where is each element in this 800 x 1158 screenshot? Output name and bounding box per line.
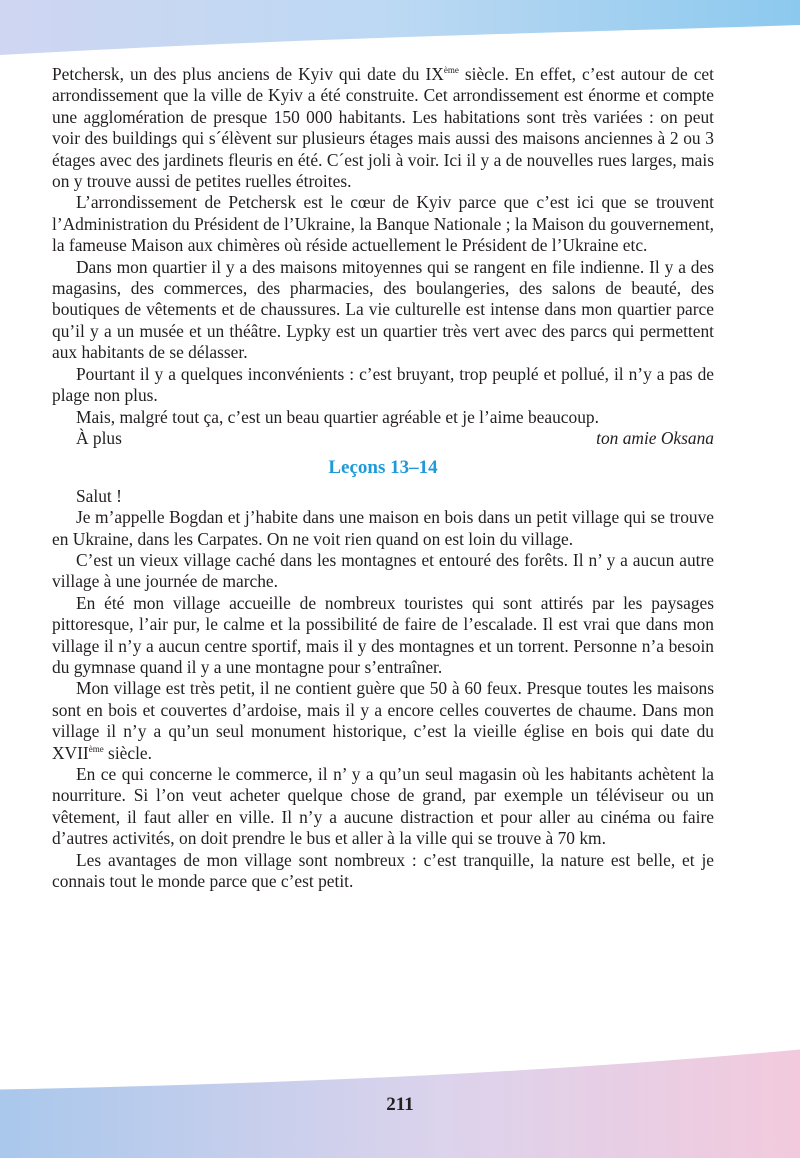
paragraph-quartier: Dans mon quartier il y a des maisons mitoyennes qui se rangent en file indienne. Il y a des magasins, des commerces, des pharmacies, des boulangeries, des salons de beauté, des boutiques de vêtements et de chaussures. La vie culturelle est intense dans mon quartier parce qu’il y a un musée et un théâtre. Lypky est un quartier très vert avec des parcs qui permettent aux habitants de se délasser.: [52, 256, 714, 363]
paragraph-petchersk-intro: Petchersk, un des plus anciens de Kyiv qui date du IXème siècle. En effet, c’est autour de cet arrondissement que la ville de Kyiv a été construite. Cet arrondissement est énorme et compte une agglomération de presque 150 000 habitants. Les habitations sont très variées : on peut voir des buildings qui s´élèvent sur plusieurs étages mais aussi des maisons anciennes à 2 ou 3 étages avec des jardinets fleuris en été. C´est joli à voir. Ici il y a de nouvelles rues larges, mais on y trouve aussi de petites ruelles étroites.: [52, 64, 714, 192]
paragraph-ete-touristes: En été mon village accueille de nombreux touristes qui sont attirés par les paysages pittoresque, l’air pur, le calme et la possibilité de faire de l’escalade. Il est vrai que dans mon village il n’y a aucun centre sportif, mais il y des montagnes et un torrent. Personne n’a besoin du gymnase quand il y a une montagne pour s’entraîner.: [52, 592, 714, 677]
page-number: 211: [386, 1094, 414, 1115]
paragraph-village-petit: Mon village est très petit, il ne contient guère que 50 à 60 feux. Presque toutes les maisons sont en bois et couvertes d’ardoise, mais il y a encore celles couvertes de chaume. Dans mon village il n’y a qu’un seul monument historique, c’est la vieille église en bois qui date du XVIIème siècle.: [52, 678, 714, 763]
signoff-signature: ton amie Oksana: [596, 427, 714, 448]
paragraph-vieux-village: C’est un vieux village caché dans les montagnes et entouré des forêts. Il n’ y a aucun autre village à une journée de marche.: [52, 549, 714, 592]
page-body: [52, 64, 714, 892]
paragraph-petchersk-heart: L’arrondissement de Petchersk est le cœur de Kyiv parce que c’est ici que se trouvent l’Administration du Président de l’Ukraine, la Banque Nationale ; la Maison du gouvernement, la fameuse Maison aux chimères où réside actuellement le Président de l’Ukraine etc.: [52, 192, 714, 256]
lesson-heading: Leçons 13–14: [328, 457, 438, 479]
paragraph-inconvenients: Pourtant il y a quelques inconvénients : c’est bruyant, trop peuplé et pollué, il n’y a pas de plage non plus.: [52, 363, 714, 406]
paragraph-conclusion: Mais, malgré tout ça, c’est un beau quartier agréable et je l’aime beaucoup.: [76, 406, 599, 427]
signoff-greeting: À plus: [76, 427, 122, 448]
top-banner: [0, 0, 800, 70]
superscript-ordinal: ème: [443, 65, 459, 75]
paragraph-commerce: En ce qui concerne le commerce, il n’ y a qu’un seul magasin où les habitants achètent la nourriture. Si l’on veut acheter quelque chose de grand, par exemple un téléviseur ou un vêtement, il faut aller en ville. Il n’y a aucune distraction et pour aller au cinéma ou faire d’autres activités, on doit prendre le bus et aller à la ville qui se trouve à 70 km.: [52, 764, 714, 849]
paragraph-salut: Salut !: [76, 485, 122, 506]
letter-signoff: [52, 428, 714, 449]
paragraph-bogdan-intro: Je m’appelle Bogdan et j’habite dans une maison en bois dans un petit village qui se trouve en Ukraine, dans les Carpates. On ne voit rien quand on est loin du village.: [52, 507, 714, 549]
paragraph-avantages: Les avantages de mon village sont nombreux : c’est tranquille, la nature est belle, et je connais tout le monde parce que c’est petit.: [52, 849, 714, 892]
superscript-ordinal: ème: [88, 743, 104, 754]
